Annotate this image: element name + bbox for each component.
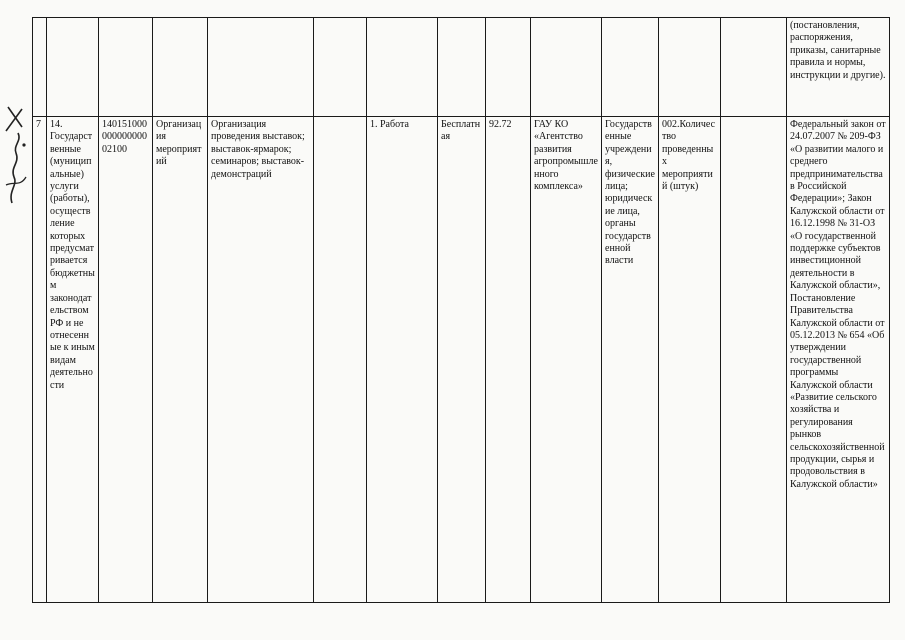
work-type: 1. Работа — [367, 117, 438, 603]
row-number: 7 — [33, 117, 47, 603]
payment-type: Бесплатная — [438, 117, 486, 603]
cell — [208, 18, 314, 117]
register-table — [32, 17, 890, 603]
work-description: Организация проведения выставок; выставок-ярмарок; семинаров; выставок-демонстраций — [208, 117, 314, 603]
cell — [659, 18, 721, 117]
cell — [99, 18, 153, 117]
institution-name: ГАУ КО «Агентство развития агропромышленного комплекса» — [531, 117, 602, 603]
legal-basis: Федеральный закон от 24.07.2007 № 209-ФЗ «О развитии малого и среднего предпринимательства в Российской Федерации»; Закон Калужской области от 16.12.1998 № 31-ОЗ «О государственной поддержке субъектов инвестиционной деятельности в Калужской области», Постановление Правительства Калужской области от 05.12.2013 № 654 «Об утверждении государственной программы Калужской области «Развитие сельского хозяйства и регулирования рынков сельскохозяйственной продукции, сырья и продовольствия в Калужской области» — [787, 117, 890, 603]
cell — [33, 18, 47, 117]
cell — [486, 18, 531, 117]
cell — [153, 18, 208, 117]
cell — [438, 18, 486, 117]
table-row-top — [33, 18, 890, 117]
registry-code: 14015100000000000002100 — [99, 117, 153, 603]
activity-name: Организация мероприятий — [153, 117, 208, 603]
cell — [367, 18, 438, 117]
empty-cell — [314, 117, 367, 603]
okved-code: 92.72 — [486, 117, 531, 603]
handwritten-mark — [0, 105, 36, 215]
empty-cell — [721, 117, 787, 603]
cell — [314, 18, 367, 117]
cell — [721, 18, 787, 117]
legal-basis-cell-top: (постановления, распоряжения, приказы, санитарные правила и нормы, инструкции и другие). — [787, 18, 890, 117]
service-name: 14. Государственные (муниципальные) услуги (работы), осуществление которых предусматривается бюджетным законодательством РФ и не отнесенные к иным видам деятельности — [47, 117, 99, 603]
volume-indicator: 002.Количество проведенных мероприятий (штук) — [659, 117, 721, 603]
cell — [531, 18, 602, 117]
cell — [47, 18, 99, 117]
table-row — [33, 117, 890, 603]
consumer-categories: Государственные учреждения, физические лица; юридические лица, органы государственной власти — [602, 117, 659, 603]
cell — [602, 18, 659, 117]
